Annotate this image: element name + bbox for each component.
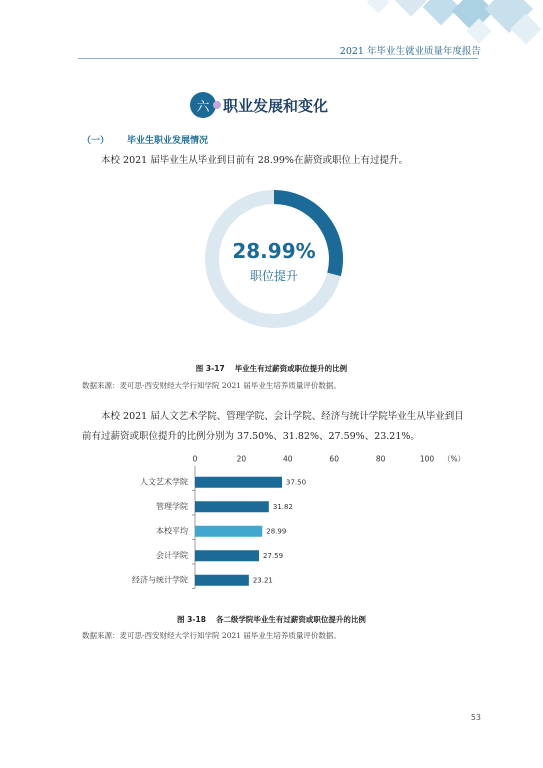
category-label: 会计学院 <box>156 550 188 560</box>
x-tick-label: 40 <box>283 454 293 464</box>
category-label: 本校平均 <box>156 526 188 536</box>
section-title: 职业发展和变化 <box>223 96 329 115</box>
figure-caption-2 <box>0 614 543 625</box>
subsection-title: 毕业生职业发展情况 <box>127 136 209 146</box>
x-tick-label: 100 <box>419 454 435 464</box>
page-number: 53 <box>470 713 481 722</box>
bar <box>195 550 259 561</box>
x-tick-label: 0 <box>192 454 198 464</box>
data-source-2: 数据来源：麦可思-西安财经大学行知学院 2021 届毕业生培养质量评价数据。 <box>82 631 341 640</box>
x-tick-label: 60 <box>329 454 339 464</box>
bar-value-label: 23.21 <box>252 576 273 585</box>
subsection-heading <box>82 133 208 146</box>
section-banner <box>190 92 328 118</box>
bar-value-label: 27.59 <box>263 551 284 560</box>
category-label: 管理学院 <box>156 501 188 511</box>
figure-number-2: 图 3-18 <box>177 615 206 624</box>
figure-title-2: 各二级学院毕业生有过薪资或职位提升的比例 <box>215 615 366 624</box>
paragraph-1: 本校 2021 届毕业生从毕业到目前有 28.99%在薪资或职位上有过提升。 <box>101 155 408 166</box>
section-dot <box>213 101 221 109</box>
bar-chart <box>100 454 466 596</box>
paragraph-2: 本校 2021 届人文艺术学院、管理学院、会计学院、经济与统计学院毕业生从毕业到目前有过薪资或职位提升的比例分别为 37.50%、31.82%、27.59%、23.21%。 <box>82 411 464 442</box>
bar-value-label: 28.99 <box>266 527 287 536</box>
data-source-1: 数据来源：麦可思-西安财经大学行知学院 2021 届毕业生培养质量评价数据。 <box>82 381 341 390</box>
figure-caption-1 <box>0 363 543 374</box>
header-rule <box>78 58 478 59</box>
bar-value-label: 37.50 <box>286 478 307 487</box>
category-label: 经济与统计学院 <box>132 575 188 585</box>
donut-chart <box>203 188 345 330</box>
figure-title-1: 毕业生有过薪资或职位提升的比例 <box>234 364 348 373</box>
section-number: 六 <box>190 92 216 118</box>
bar-value-label: 31.82 <box>272 502 293 511</box>
bar <box>195 575 249 586</box>
x-tick-label: 20 <box>236 454 247 464</box>
header-title: 2021 年毕业生就业质量年度报告 <box>339 46 481 57</box>
subsection-number: （一） <box>82 136 110 146</box>
figure-number-1: 图 3-17 <box>195 364 225 373</box>
x-axis-unit: （%） <box>443 454 466 464</box>
category-label: 人文艺术学院 <box>140 477 188 487</box>
donut-label: 职位提升 <box>249 269 299 283</box>
bar <box>195 526 262 537</box>
donut-value: 28.99% <box>232 239 316 263</box>
bar <box>195 501 269 512</box>
bar <box>195 477 282 488</box>
x-tick-label: 80 <box>375 454 386 464</box>
